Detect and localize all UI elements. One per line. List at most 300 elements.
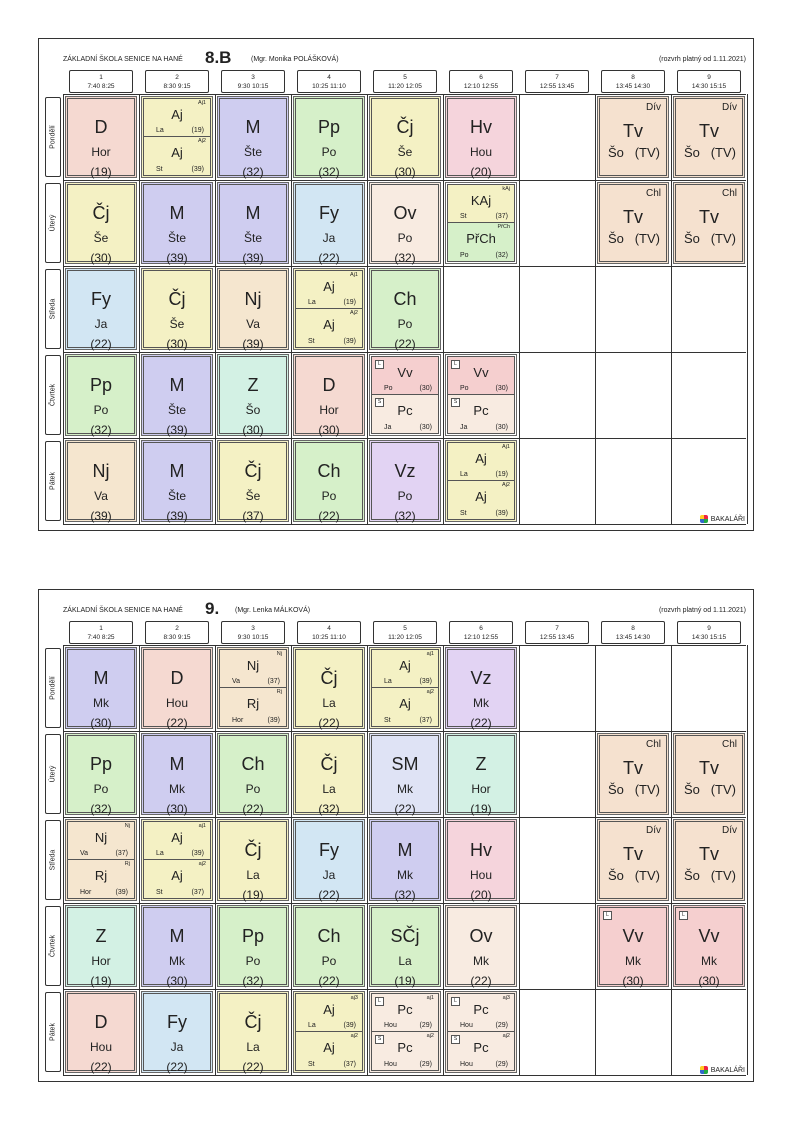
subject-abbr: M [245,117,261,137]
lesson-cell[interactable] [217,354,289,436]
group-lesson[interactable] [448,223,514,261]
lesson-cell[interactable] [293,268,365,350]
teacher-abbr: Šo [684,868,700,883]
cell-frame [295,907,363,988]
teacher-abbr: Va [246,317,260,331]
cell-frame [143,270,211,351]
grid-line [215,645,216,1075]
cell-frame [371,356,439,434]
group-lesson[interactable] [448,185,514,223]
group-label: Dív [646,102,661,113]
room-number: (39) [166,251,188,265]
room-number: (39) [419,678,432,685]
lesson-cell[interactable] [369,647,441,729]
group-label: Dív [646,825,661,836]
room-number: (22) [166,1060,188,1074]
timetable-sheet [38,38,754,531]
teacher-abbr: Hou [89,1040,112,1054]
group-lesson[interactable] [372,688,438,726]
teacher-abbr: Po [321,145,337,159]
lesson-cell[interactable] [293,991,365,1073]
lesson-cell[interactable] [65,647,137,729]
teacher-abbr: Hou [165,696,188,710]
grid-line [63,94,64,524]
group-label: aj1 [426,651,434,657]
group-lesson[interactable] [372,1032,438,1070]
lesson-cell[interactable] [293,905,365,987]
week-marker: S [375,398,384,407]
lesson-cell[interactable] [65,354,137,436]
lesson-cell[interactable] [141,819,213,901]
room-number: (32) [242,165,264,179]
group-lesson[interactable] [448,994,514,1032]
teacher-abbr: Še [397,145,413,159]
lesson-cell[interactable] [141,647,213,729]
lesson-cell[interactable] [369,268,441,350]
lesson-cell[interactable] [445,440,517,522]
subject-abbr: M [169,461,185,481]
room-number: (19) [242,888,264,902]
room-number: (29) [495,1022,508,1029]
grid-line [595,645,596,1075]
lesson-cell[interactable] [293,96,365,178]
bakalari-logo [700,1066,745,1074]
group-label: Nj [124,823,130,829]
subject-abbr: M [93,668,109,688]
period-header [525,70,589,93]
room-number: (22) [90,337,112,351]
group-label: Aj1 [350,272,358,278]
lesson-cell[interactable] [673,96,745,178]
subject-abbr: Čj [168,289,186,309]
cell-frame [295,270,363,348]
period-header [297,70,361,93]
subject-abbr: Vz [394,461,416,481]
teacher-abbr: La [384,678,392,685]
grid-line [139,94,140,524]
lesson-cell[interactable] [369,905,441,987]
group-lesson[interactable] [296,309,362,347]
lesson-cell[interactable] [293,647,365,729]
cell-frame [67,270,135,351]
room-number: (19) [343,299,356,306]
subject-abbr: Aj [171,107,183,122]
group-lesson[interactable] [372,357,438,395]
subject-abbr: Pc [397,1002,413,1017]
teacher-abbr: Mk [93,696,109,710]
teacher-abbr: Va [94,489,108,503]
lesson-cell[interactable] [369,819,441,901]
cell-frame [371,442,439,523]
period-header [69,70,133,93]
teacher-abbr: Hou [384,1022,397,1029]
room-number: (20) [470,888,492,902]
period-number: 4 [327,625,331,632]
cell-frame [67,993,135,1074]
subject-abbr: Nj [246,658,260,673]
lesson-cell[interactable] [369,440,441,522]
teacher-abbr: Šte [167,489,186,503]
timetable-sheet [38,589,754,1082]
group-label: Rj [124,861,130,867]
subject-abbr: Tv [699,844,719,864]
subject-abbr: Pc [397,403,413,418]
grid-line [747,645,748,1075]
room-number: (39) [495,510,508,517]
room-number: (30) [698,974,720,988]
teacher-abbr: Ja [384,424,392,431]
subject-abbr: Aj [323,1040,335,1055]
lesson-cell[interactable] [369,182,441,264]
teacher-abbr: Hou [469,145,492,159]
lesson-cell[interactable] [217,647,289,729]
lesson-cell[interactable] [217,819,289,901]
day-label [45,355,61,435]
lesson-cell[interactable] [217,905,289,987]
cell-frame [143,442,211,523]
cell-frame [67,442,135,523]
period-header [449,621,513,644]
lesson-cell[interactable] [293,354,365,436]
lesson-cell[interactable] [445,354,517,436]
lesson-cell[interactable] [445,819,517,901]
grid-line [519,645,520,1075]
day-label [45,906,61,986]
period-number: 8 [631,74,635,81]
lesson-cell[interactable] [65,819,137,901]
teacher-abbr: Hou [384,1061,397,1068]
room-number: (29) [495,1061,508,1068]
group-lesson[interactable] [296,1032,362,1070]
teacher-abbr: St [460,510,467,517]
lesson-cell[interactable] [141,440,213,522]
lesson-cell[interactable] [445,905,517,987]
class-teacher: (Mgr. Monika POLÁŠKOVÁ) [251,56,339,63]
lesson-cell[interactable] [293,182,365,264]
cell-frame [295,993,363,1071]
group-lesson[interactable] [448,481,514,519]
week-marker: L [451,997,460,1006]
teacher-abbr: Hou [460,1022,473,1029]
room-number: (37) [419,717,432,724]
group-lesson[interactable] [144,99,210,137]
lesson-cell[interactable] [597,905,669,987]
room-number: (32) [318,802,340,816]
lesson-cell[interactable] [65,182,137,264]
lesson-cell[interactable] [445,647,517,729]
room-number: (30) [90,251,112,265]
lesson-cell[interactable] [141,733,213,815]
grid-line [63,731,746,732]
cell-frame [447,907,515,988]
day-name: Úterý [49,765,57,783]
week-marker: L [451,360,460,369]
teacher-abbr: Šo [608,868,624,883]
teacher-abbr: Šo [245,403,261,417]
lesson-cell[interactable] [65,991,137,1073]
group-lesson[interactable] [372,395,438,433]
lesson-cell[interactable] [217,991,289,1073]
period-time: 9:30 10:15 [237,83,269,90]
group-lesson[interactable] [296,271,362,309]
room-number: (32) [90,802,112,816]
cell-frame [295,356,363,437]
week-marker: S [451,398,460,407]
lesson-cell[interactable] [369,733,441,815]
lesson-cell[interactable] [445,96,517,178]
room-number: (32) [242,974,264,988]
lesson-cell[interactable] [217,182,289,264]
group-lesson[interactable] [220,688,286,726]
room-number: (39) [242,337,264,351]
week-marker: L [375,360,384,369]
lesson-cell[interactable] [445,991,517,1073]
lesson-cell[interactable] [65,268,137,350]
group-lesson[interactable] [448,1032,514,1070]
teacher-abbr: Šo [608,145,624,160]
lesson-cell[interactable] [141,96,213,178]
grid-line [519,94,520,524]
lesson-cell[interactable] [217,96,289,178]
cell-frame [143,649,211,730]
group-lesson[interactable] [448,357,514,395]
lesson-cell[interactable] [65,440,137,522]
lesson-cell[interactable] [141,991,213,1073]
lesson-cell[interactable] [65,905,137,987]
cell-frame [447,356,515,434]
period-number: 7 [555,625,559,632]
subject-abbr: PřCh [466,231,496,246]
lesson-cell[interactable] [217,733,289,815]
day-name: Pátek [49,1023,57,1041]
lesson-cell[interactable] [217,440,289,522]
room-number: (19) [90,974,112,988]
teacher-abbr: Šo [608,231,624,246]
teacher-abbr: Šte [243,145,262,159]
group-lesson[interactable] [220,650,286,688]
period-header [677,70,741,93]
room-number: (22) [242,802,264,816]
room-number: (30) [166,974,188,988]
group-lesson[interactable] [296,994,362,1032]
room-number: (TV) [634,782,660,797]
logo-text: BAKALÁŘI [710,1066,745,1074]
subject-abbr: Fy [167,1012,187,1032]
group-lesson[interactable] [144,137,210,175]
group-lesson[interactable] [144,822,210,860]
period-header [449,70,513,93]
subject-abbr: D [94,117,108,137]
subject-abbr: Aj [171,830,183,845]
day-name: Pátek [49,472,57,490]
period-header [69,621,133,644]
lesson-cell[interactable] [65,96,137,178]
lesson-cell[interactable] [597,96,669,178]
group-label: aj2 [426,689,434,695]
subject-abbr: Aj [399,696,411,711]
group-lesson[interactable] [144,860,210,898]
lesson-cell[interactable] [673,733,745,815]
teacher-abbr: Po [93,782,109,796]
logo-text: BAKALÁŘI [710,515,745,523]
lesson-cell[interactable] [673,819,745,901]
cell-frame [371,821,439,902]
subject-abbr: Tv [623,121,643,141]
subject-abbr: Tv [699,121,719,141]
cell-frame [143,184,211,265]
subject-abbr: Tv [623,844,643,864]
grid-line [63,524,746,525]
period-header [601,621,665,644]
room-number: (37) [343,1061,356,1068]
room-number: (39) [166,423,188,437]
group-lesson[interactable] [68,860,134,898]
group-label: PřCh [497,224,510,230]
room-number: (30) [166,802,188,816]
lesson-cell[interactable] [141,268,213,350]
room-number: (TV) [710,231,736,246]
lesson-cell[interactable] [597,733,669,815]
subject-abbr: Pp [317,117,341,137]
teacher-abbr: La [322,696,336,710]
lesson-cell[interactable] [65,733,137,815]
subject-abbr: Rj [246,696,260,711]
group-lesson[interactable] [68,822,134,860]
cell-frame [675,821,743,899]
room-number: (TV) [710,145,736,160]
subject-abbr: Pp [241,926,265,946]
subject-abbr: Aj [399,658,411,673]
week-marker: S [375,1035,384,1044]
cell-frame [67,184,135,265]
grid-line [595,94,596,524]
teacher-abbr: Po [245,782,261,796]
day-label [45,820,61,900]
grid-line [63,645,64,1075]
subject-abbr: Hv [470,840,492,860]
room-number: (30) [242,423,264,437]
teacher-abbr: Šte [167,403,186,417]
subject-abbr: Vv [473,365,489,380]
lesson-cell[interactable] [597,819,669,901]
room-number: (TV) [710,782,736,797]
lesson-cell[interactable] [369,96,441,178]
room-number: (22) [470,974,492,988]
grid-line [63,266,746,267]
day-label [45,183,61,263]
lesson-cell[interactable] [141,182,213,264]
room-number: (19) [90,165,112,179]
room-number: (32) [394,509,416,523]
group-label: aj2 [198,861,206,867]
cell-frame [67,356,135,437]
lesson-cell[interactable] [369,991,441,1073]
lesson-cell[interactable] [445,733,517,815]
subject-abbr: Čj [244,1012,262,1032]
subject-abbr: M [169,754,185,774]
room-number: (30) [166,337,188,351]
period-header [373,621,437,644]
group-label: Dív [722,102,737,113]
subject-abbr: Ch [317,461,341,481]
period-time: 12:55 13:45 [539,83,575,90]
lesson-cell[interactable] [293,733,365,815]
group-lesson[interactable] [448,395,514,433]
cell-frame [67,649,135,730]
cell-frame [219,184,287,265]
lesson-cell[interactable] [597,182,669,264]
group-lesson[interactable] [448,443,514,481]
lesson-cell[interactable] [369,354,441,436]
cell-frame [371,907,439,988]
teacher-abbr: La [156,850,164,857]
lesson-cell[interactable] [445,182,517,264]
cell-frame [371,735,439,816]
lesson-cell[interactable] [673,905,745,987]
period-number: 1 [99,74,103,81]
group-label: Chl [645,188,661,199]
lesson-cell[interactable] [293,819,365,901]
period-time: 12:10 12:55 [463,83,499,90]
subject-abbr: Nj [92,461,110,481]
group-label: Aj2 [350,310,358,316]
subject-abbr: Čj [92,203,110,223]
day-name: Pondělí [49,125,57,149]
group-label: Aj1 [502,444,510,450]
lesson-cell[interactable] [217,268,289,350]
grid-line [63,352,746,353]
lesson-cell[interactable] [673,182,745,264]
lesson-cell[interactable] [293,440,365,522]
subject-abbr: Tv [699,758,719,778]
period-header [677,621,741,644]
room-number: (29) [419,1022,432,1029]
subject-abbr: Čj [396,117,414,137]
day-label [45,97,61,177]
group-label: Aj2 [198,138,206,144]
week-marker: S [451,1035,460,1044]
group-lesson[interactable] [372,994,438,1032]
group-label: Chl [721,739,737,750]
group-label: aj2 [426,1033,434,1039]
period-number: 2 [175,625,179,632]
teacher-abbr: Po [397,231,413,245]
cell-frame [447,442,515,520]
bakalari-logo-icon [700,1066,708,1074]
room-number: (22) [242,1060,264,1074]
teacher-abbr: Mk [625,954,641,968]
lesson-cell[interactable] [141,905,213,987]
period-number: 5 [403,74,407,81]
day-name: Úterý [49,214,57,232]
lesson-cell[interactable] [141,354,213,436]
group-lesson[interactable] [372,650,438,688]
subject-abbr: SČj [390,926,420,946]
teacher-abbr: Šte [243,231,262,245]
subject-abbr: Aj [323,317,335,332]
room-number: (22) [394,337,416,351]
group-label: Nj [276,651,282,657]
teacher-abbr: Mk [169,782,185,796]
teacher-abbr: Ja [170,1040,184,1054]
period-number: 2 [175,74,179,81]
period-time: 13:45 14:30 [615,634,651,641]
period-header [525,621,589,644]
teacher-abbr: St [460,213,467,220]
sheet-header [39,590,753,618]
grid-line [63,438,746,439]
subject-abbr: Čj [244,840,262,860]
